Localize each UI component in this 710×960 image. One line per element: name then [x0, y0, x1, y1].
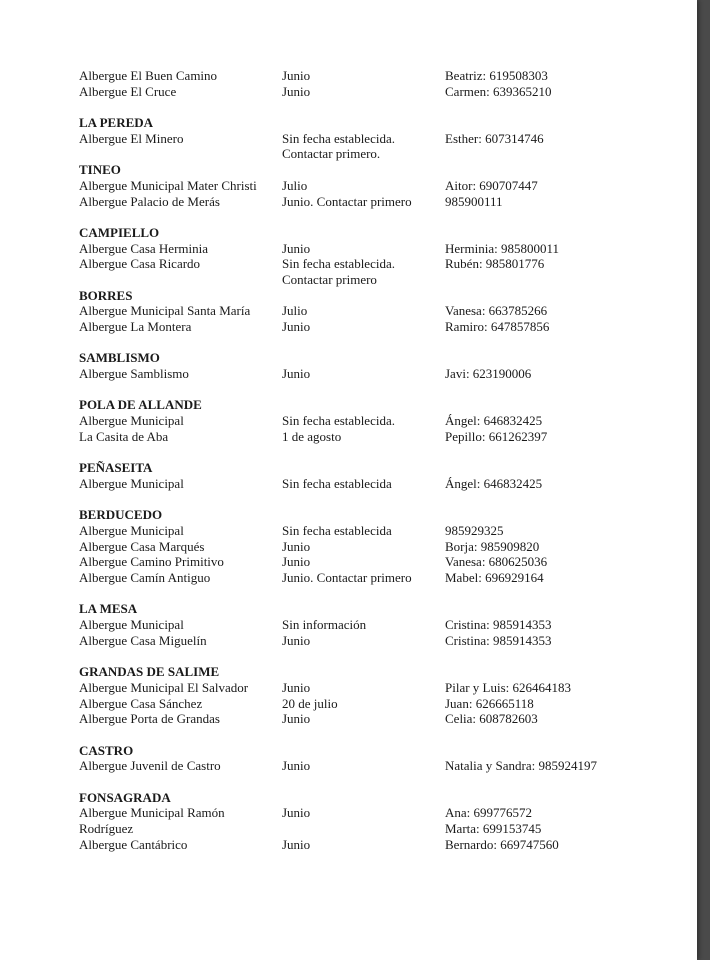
albergue-row [79, 570, 679, 586]
opening-date: Junio [282, 554, 311, 570]
albergue-name: Albergue El Minero [79, 130, 184, 146]
albergue-name-cell [79, 178, 279, 194]
opening-date: Junio. Contactar primero [282, 570, 412, 585]
section [79, 162, 679, 209]
opening-date-cell [282, 366, 442, 382]
opening-date-cell [282, 476, 442, 492]
opening-date: Junio. Contactar primero [282, 193, 412, 209]
opening-date: Contactar primero. [282, 146, 381, 162]
albergue-name: La Casita de Aba [79, 428, 169, 444]
opening-date: Julio [282, 303, 308, 319]
opening-date-cell [282, 131, 442, 162]
section [79, 288, 679, 335]
opening-date: Sin fecha establecida. [282, 130, 395, 146]
opening-date-cell [282, 429, 442, 445]
albergue-name-cell [79, 554, 279, 570]
albergue-row [79, 554, 679, 570]
contact-cell [445, 711, 538, 727]
albergue-name-cell [79, 570, 279, 586]
albergue-row [79, 758, 679, 774]
albergue-row [79, 413, 679, 429]
contact-cell [445, 256, 544, 272]
contact-cell [445, 523, 504, 539]
opening-date-cell [282, 617, 442, 633]
contact: Vanesa: 663785266 [445, 303, 548, 319]
opening-date-cell [282, 319, 442, 335]
contact: Vanesa: 680625036 [445, 554, 548, 570]
albergue-name: Albergue Casa Ricardo [79, 256, 201, 272]
section-heading: BERDUCEDO [79, 507, 163, 523]
albergue-name: Albergue Casa Sánchez [79, 695, 203, 711]
albergue-name: Albergue La Montera [79, 319, 192, 334]
contact: Aitor: 690707447 [445, 177, 538, 193]
opening-date-cell [282, 570, 442, 586]
opening-date: Sin fecha establecida [282, 475, 392, 491]
opening-date: Sin fecha establecida. [282, 256, 395, 272]
albergue-name: Albergue Cantábrico [79, 836, 188, 852]
albergue-name-cell [79, 805, 279, 836]
albergue-name-cell [79, 476, 279, 492]
section-heading: BORRES [79, 287, 133, 303]
contact: Carmen: 639365210 [445, 83, 552, 99]
contact: Marta: 699153745 [445, 821, 542, 836]
contact-cell [445, 758, 597, 774]
albergue-name-cell [79, 194, 279, 210]
opening-date: Junio [282, 711, 311, 727]
albergue-row [79, 680, 679, 696]
section [79, 507, 679, 585]
opening-date-cell [282, 680, 442, 696]
section [79, 350, 679, 381]
albergue-row [79, 617, 679, 633]
contact-cell [445, 303, 547, 319]
albergue-name-cell [79, 429, 279, 445]
opening-date-cell [282, 696, 442, 712]
albergue-row [79, 711, 679, 727]
albergue-row [79, 130, 679, 162]
opening-date: Sin fecha establecida [282, 522, 392, 538]
contact: Ángel: 646832425 [445, 475, 543, 491]
section [79, 743, 679, 774]
section [79, 68, 679, 99]
opening-date-cell [282, 758, 442, 774]
opening-date: Junio [282, 758, 311, 774]
contact-cell [445, 84, 552, 100]
contact: Cristina: 985914353 [445, 632, 552, 648]
opening-date-cell [282, 554, 442, 570]
albergue-name: Albergue Municipal [79, 475, 184, 491]
albergue-name: Albergue Municipal Mater Christi [79, 177, 257, 193]
albergue-name-cell [79, 539, 279, 555]
contact: Beatriz: 619508303 [445, 68, 548, 83]
opening-date-cell [282, 256, 442, 287]
opening-date: Julio [282, 177, 308, 193]
contact-cell [445, 194, 503, 210]
opening-date: Junio [282, 632, 311, 648]
albergue-row [79, 539, 679, 555]
section [79, 397, 679, 444]
contact: Ramiro: 647857856 [445, 319, 550, 334]
albergue-row [79, 366, 679, 382]
albergue-name-cell [79, 303, 279, 319]
contact: Borja: 985909820 [445, 538, 540, 554]
opening-date: Sin fecha establecida. [282, 413, 395, 429]
contact-cell [445, 131, 544, 147]
contact: Juan: 626665118 [445, 695, 534, 711]
section-heading: CASTRO [79, 742, 134, 758]
contact: Celia: 608782603 [445, 711, 538, 727]
opening-date-cell [282, 178, 442, 194]
opening-date: Junio [282, 319, 311, 334]
albergue-name: Albergue El Buen Camino [79, 68, 218, 83]
albergue-name-cell [79, 256, 279, 272]
albergue-name: Albergue Palacio de Merás [79, 193, 220, 209]
contact-cell [445, 617, 552, 633]
opening-date-cell [282, 241, 442, 257]
contact: Natalia y Sandra: 985924197 [445, 758, 597, 774]
albergue-row [79, 84, 679, 100]
section-heading: TINEO [79, 162, 121, 178]
albergue-name-cell [79, 68, 279, 84]
contact-cell [445, 68, 548, 84]
albergue-row [79, 194, 679, 210]
albergue-name: Rodríguez [79, 821, 134, 836]
albergue-name-cell [79, 633, 279, 649]
albergue-name-cell [79, 696, 279, 712]
section-heading: POLA DE ALLANDE [79, 397, 202, 413]
opening-date: Sin información [282, 617, 367, 633]
opening-date-cell [282, 633, 442, 649]
albergue-row [79, 303, 679, 319]
contact-cell [445, 539, 539, 555]
contact: Ángel: 646832425 [445, 413, 543, 429]
albergue-name: Albergue Porta de Grandas [79, 711, 220, 727]
albergue-name-cell [79, 680, 279, 696]
opening-date: Junio [282, 240, 311, 256]
albergue-name-cell [79, 366, 279, 382]
opening-date: Junio [282, 538, 311, 554]
opening-date-cell [282, 539, 442, 555]
section-heading: PEÑASEITA [79, 460, 153, 476]
opening-date-cell [282, 194, 442, 210]
contact: Bernardo: 669747560 [445, 836, 559, 852]
albergue-name: Albergue Camino Primitivo [79, 554, 224, 570]
section [79, 460, 679, 491]
albergue-row [79, 523, 679, 539]
contact-cell [445, 413, 542, 429]
contact: Pepillo: 661262397 [445, 428, 548, 444]
contact: Ana: 699776572 [445, 805, 533, 821]
albergue-name-cell [79, 617, 279, 633]
contact-cell [445, 319, 549, 335]
albergue-name: Albergue Municipal El Salvador [79, 679, 249, 695]
opening-date-cell [282, 523, 442, 539]
albergue-name: Albergue Municipal [79, 413, 184, 429]
albergue-name: Albergue El Cruce [79, 83, 177, 99]
opening-date: Junio [282, 83, 311, 99]
opening-date: Junio [282, 679, 311, 695]
opening-date: Junio [282, 366, 311, 382]
albergue-row [79, 633, 679, 649]
opening-date: 20 de julio [282, 695, 338, 711]
albergue-row [79, 319, 679, 335]
section-heading: FONSAGRADA [79, 789, 171, 805]
section [79, 601, 679, 648]
opening-date-cell [282, 837, 442, 853]
contact-cell [445, 805, 541, 836]
section [79, 790, 679, 853]
opening-date-cell [282, 84, 442, 100]
opening-date-cell [282, 413, 442, 429]
albergue-name-cell [79, 413, 279, 429]
contact-cell [445, 696, 534, 712]
opening-date-cell [282, 303, 442, 319]
albergue-name-cell [79, 837, 279, 853]
albergue-row [79, 696, 679, 712]
albergue-name-cell [79, 241, 279, 257]
section-heading: SAMBLISMO [79, 350, 160, 366]
contact-cell [445, 633, 552, 649]
albergue-row [79, 256, 679, 287]
albergue-name: Albergue Municipal Santa María [79, 303, 251, 319]
albergue-name: Albergue Casa Herminia [79, 240, 208, 256]
albergue-name: Albergue Casa Miguelín [79, 632, 207, 648]
contact: Esther: 607314746 [445, 130, 544, 146]
contact-cell [445, 366, 531, 382]
albergue-row [79, 805, 679, 836]
contact-cell [445, 837, 559, 853]
albergue-name: Albergue Juvenil de Castro [79, 758, 221, 774]
albergue-name: Albergue Municipal Ramón [79, 805, 225, 821]
contact-cell [445, 476, 542, 492]
opening-date: Junio [282, 805, 311, 821]
section [79, 224, 679, 287]
section-heading: CAMPIELLO [79, 224, 160, 240]
albergue-name-cell [79, 758, 279, 774]
albergue-name-cell [79, 84, 279, 100]
albergue-name: Albergue Municipal [79, 522, 184, 538]
section [79, 664, 679, 727]
albergue-name-cell [79, 523, 279, 539]
contact-cell [445, 570, 544, 586]
contact: Pilar y Luis: 626464183 [445, 679, 572, 695]
albergue-row [79, 476, 679, 492]
albergue-name: Albergue Municipal [79, 617, 184, 633]
albergue-name: Albergue Samblismo [79, 366, 189, 382]
contact: 985929325 [445, 522, 504, 538]
opening-date-cell [282, 711, 442, 727]
contact: Javi: 623190006 [445, 366, 532, 382]
albergue-row [79, 429, 679, 445]
opening-date: Junio [282, 836, 311, 852]
contact: Rubén: 985801776 [445, 256, 545, 272]
albergue-row [79, 241, 679, 257]
contact: Cristina: 985914353 [445, 617, 552, 633]
albergue-name-cell [79, 711, 279, 727]
albergue-row [79, 837, 679, 853]
opening-date: 1 de agosto [282, 428, 342, 444]
albergue-row [79, 178, 679, 194]
albergue-name: Albergue Casa Marqués [79, 538, 205, 554]
contact-cell [445, 241, 559, 257]
section-heading: GRANDAS DE SALIME [79, 664, 220, 680]
contact: 985900111 [445, 193, 503, 209]
albergue-row [79, 68, 679, 84]
opening-date: Junio [282, 68, 311, 83]
opening-date-cell [282, 68, 442, 84]
section [79, 115, 679, 162]
section-heading: LA PEREDA [79, 115, 154, 131]
albergue-name: Albergue Camín Antiguo [79, 570, 211, 585]
contact-cell [445, 178, 538, 194]
contact-cell [445, 554, 547, 570]
contact-cell [445, 429, 547, 445]
contact: Herminia: 985800011 [445, 240, 559, 256]
opening-date-cell [282, 805, 442, 821]
albergue-list [79, 68, 679, 868]
contact: Mabel: 696929164 [445, 570, 544, 585]
section-heading: LA MESA [79, 601, 138, 617]
albergue-name-cell [79, 131, 279, 147]
contact-cell [445, 680, 571, 696]
albergue-name-cell [79, 319, 279, 335]
opening-date: Contactar primero [282, 271, 377, 287]
